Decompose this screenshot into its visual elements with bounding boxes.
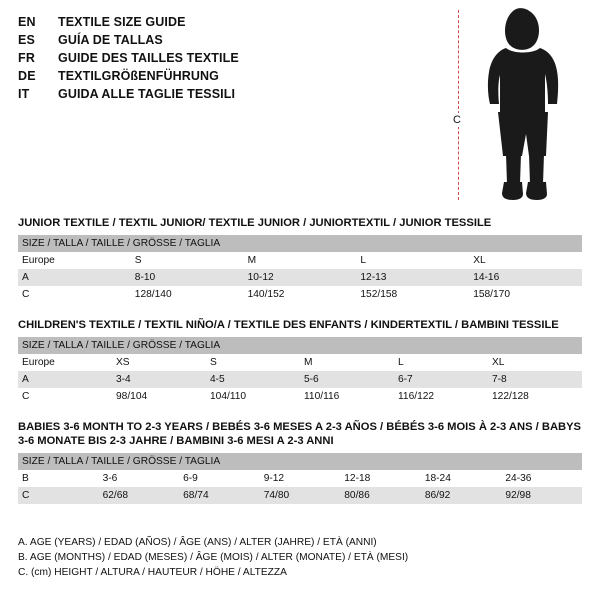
cell: S	[131, 252, 244, 269]
section-title: BABIES 3-6 MONTH TO 2-3 YEARS / BEBÉS 3-6 MESES A 2-3 AÑOS / BÉBÉS 3-6 MOIS À 2-3 ANS / BABYS 3-6 MONATE BIS 2-3 JAHRE / BAMBINI 3-6 MESI A 2-3 ANNI	[18, 421, 582, 447]
language-code: EN	[18, 15, 36, 29]
cell: 62/68	[99, 487, 180, 504]
cell: 7-8	[488, 371, 582, 388]
height-measure-line	[458, 10, 459, 200]
language-code: FR	[18, 51, 36, 65]
table-row	[18, 470, 582, 487]
table-header-label: SIZE / TALLA / TAILLE / GRÖSSE / TAGLIA	[18, 453, 582, 470]
language-code: IT	[18, 87, 30, 101]
table-header-label: SIZE / TALLA / TAILLE / GRÖSSE / TAGLIA	[18, 337, 582, 354]
cell: 110/116	[300, 388, 394, 405]
cell: XL	[469, 252, 582, 269]
section-junior	[18, 216, 582, 303]
children-size-table	[18, 337, 582, 405]
table-header-row	[18, 235, 582, 252]
cell: M	[300, 354, 394, 371]
legend-line-a: A. AGE (YEARS) / EDAD (AÑOS) / ÂGE (ANS) / ALTER (JAHRE) / ETÀ (ANNI)	[18, 537, 377, 548]
language-row	[18, 68, 438, 84]
row-label: Europe	[18, 252, 131, 269]
section-babies	[18, 420, 582, 504]
language-title: GUIDE DES TAILLES TEXTILE	[58, 51, 239, 65]
cell: 122/128	[488, 388, 582, 405]
cell: 92/98	[501, 487, 582, 504]
toddler-silhouette-icon	[473, 8, 585, 203]
legend-block	[18, 535, 582, 580]
cell: 158/170	[469, 286, 582, 303]
table-row	[18, 388, 582, 405]
cell: 6-9	[179, 470, 260, 487]
cell: 4-5	[206, 371, 300, 388]
cell: L	[356, 252, 469, 269]
table-row	[18, 487, 582, 504]
cell: 24-36	[501, 470, 582, 487]
row-label: A	[18, 269, 131, 286]
cell: 152/158	[356, 286, 469, 303]
cell: 80/86	[340, 487, 421, 504]
cell: 140/152	[244, 286, 357, 303]
cell: 12-18	[340, 470, 421, 487]
language-code: DE	[18, 69, 36, 83]
measurement-figure	[455, 8, 585, 203]
table-row	[18, 371, 582, 388]
cell: 18-24	[421, 470, 502, 487]
language-title: GUÍA DE TALLAS	[58, 33, 163, 47]
cell: 9-12	[260, 470, 341, 487]
row-label: C	[18, 487, 99, 504]
cell: L	[394, 354, 488, 371]
cell: M	[244, 252, 357, 269]
cell: 98/104	[112, 388, 206, 405]
cell: 10-12	[244, 269, 357, 286]
cell: 6-7	[394, 371, 488, 388]
cell: XL	[488, 354, 582, 371]
row-label: A	[18, 371, 112, 388]
language-code: ES	[18, 33, 36, 47]
babies-size-table	[18, 453, 582, 504]
cell: 116/122	[394, 388, 488, 405]
cell: 12-13	[356, 269, 469, 286]
table-header-row	[18, 337, 582, 354]
language-row	[18, 50, 438, 66]
cell: 104/110	[206, 388, 300, 405]
section-title: CHILDREN'S TEXTILE / TEXTIL NIÑO/A / TEXTILE DES ENFANTS / KINDERTEXTIL / BAMBINI TESSILE	[18, 319, 559, 331]
language-title: TEXTILE SIZE GUIDE	[58, 15, 186, 29]
cell: 14-16	[469, 269, 582, 286]
table-header-row	[18, 453, 582, 470]
section-children	[18, 318, 582, 405]
cell: 128/140	[131, 286, 244, 303]
table-row	[18, 269, 582, 286]
row-label: C	[18, 286, 131, 303]
cell: 68/74	[179, 487, 260, 504]
cell: 3-6	[99, 470, 180, 487]
table-row	[18, 252, 582, 269]
table-header-label: SIZE / TALLA / TAILLE / GRÖSSE / TAGLIA	[18, 235, 582, 252]
cell: 8-10	[131, 269, 244, 286]
language-title-block	[18, 14, 438, 104]
language-title: TEXTILGRÖßENFÜHRUNG	[58, 69, 219, 83]
legend-line-b: B. AGE (MONTHS) / EDAD (MESES) / ÂGE (MOIS) / ALTER (MONATE) / ETÀ (MESI)	[18, 552, 409, 563]
language-title: GUIDA ALLE TAGLIE TESSILI	[58, 87, 236, 101]
cell: 3-4	[112, 371, 206, 388]
row-label: Europe	[18, 354, 112, 371]
junior-size-table	[18, 235, 582, 303]
table-row	[18, 354, 582, 371]
cell: 86/92	[421, 487, 502, 504]
row-label: B	[18, 470, 99, 487]
language-row	[18, 32, 438, 48]
legend-line-c: C. (cm) HEIGHT / ALTURA / HAUTEUR / HÖHE / ALTEZZA	[18, 567, 287, 578]
language-row	[18, 14, 438, 30]
table-row	[18, 286, 582, 303]
cell: 74/80	[260, 487, 341, 504]
measure-label-c: C	[453, 114, 461, 126]
language-row	[18, 86, 438, 102]
cell: XS	[112, 354, 206, 371]
row-label: C	[18, 388, 112, 405]
section-title: JUNIOR TEXTILE / TEXTIL JUNIOR/ TEXTILE JUNIOR / JUNIORTEXTIL / JUNIOR TESSILE	[18, 217, 492, 229]
cell: S	[206, 354, 300, 371]
cell: 5-6	[300, 371, 394, 388]
